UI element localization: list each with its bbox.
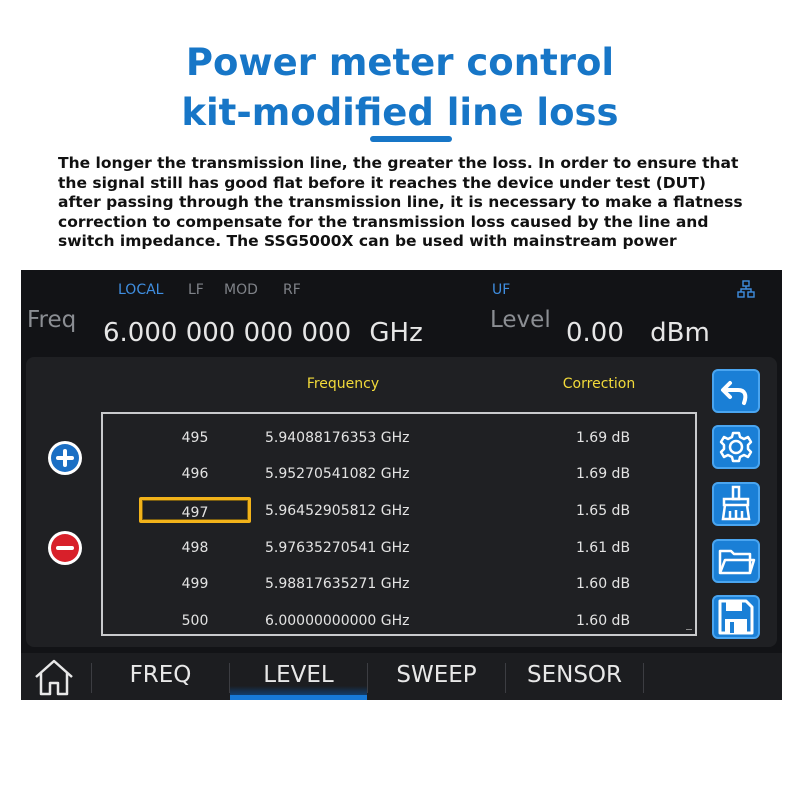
description-line: switch impedance. The SSG5000X can be used with mainstream power [58, 232, 677, 250]
table-row[interactable] [103, 604, 695, 640]
back-button[interactable] [712, 369, 760, 413]
description-line: after passing through the transmission line, it is necessary to make a flatness [58, 193, 743, 211]
level-number: 0.00 [566, 318, 624, 348]
freq-unit: GHz [369, 318, 423, 348]
status-local: LOCAL [118, 282, 164, 298]
cell-index: 498 [181, 540, 209, 556]
softkey-bar [21, 653, 782, 700]
level-unit: dBm [650, 318, 710, 348]
flatness-table [101, 412, 697, 636]
softkey-level[interactable]: LEVEL [230, 653, 367, 700]
back-icon [714, 371, 758, 411]
cell-index: 499 [181, 576, 209, 592]
broom-icon [714, 484, 758, 524]
cell-frequency: 5.94088176353 GHz [265, 430, 410, 446]
gear-icon [714, 427, 758, 467]
header-correction: Correction [562, 376, 636, 392]
cell-correction: 1.65 dB [575, 503, 631, 519]
softkey-divider [643, 663, 644, 693]
description-line: The longer the transmission line, the greater the loss. In order to ensure that [58, 154, 739, 172]
clear-button[interactable] [712, 482, 760, 526]
cell-frequency: 5.97635270541 GHz [265, 540, 410, 556]
save-icon [714, 597, 758, 637]
table-row[interactable] [103, 567, 695, 603]
description-line: the signal still has good flat before it reaches the device under test (DUT) [58, 173, 706, 192]
cell-correction: 1.61 dB [575, 540, 631, 556]
plus-icon [51, 444, 79, 472]
cell-index: 495 [181, 430, 209, 446]
header-frequency: Frequency [306, 376, 380, 392]
table-row[interactable] [103, 457, 695, 493]
status-rf: RF [283, 282, 301, 298]
softkey-sensor[interactable]: SENSOR [526, 662, 623, 688]
title-line-2: kit-modified line loss [181, 91, 619, 134]
freq-number: 6.000 000 000 000 [103, 318, 352, 348]
cell-correction: 1.60 dB [575, 613, 631, 629]
status-uf: UF [492, 282, 511, 298]
table-row[interactable] [103, 421, 695, 457]
cell-frequency: 5.98817635271 GHz [265, 576, 410, 592]
level-label: Level [490, 307, 551, 333]
cell-index-selected: 497 [139, 497, 251, 523]
page-title [0, 38, 800, 138]
cell-frequency: 5.96452905812 GHz [265, 503, 410, 519]
home-icon [31, 657, 77, 697]
cell-correction: 1.60 dB [575, 576, 631, 592]
settings-button[interactable] [712, 425, 760, 469]
freq-label: Freq [27, 307, 77, 333]
table-row-selected[interactable] [103, 494, 695, 530]
open-button[interactable] [712, 539, 760, 583]
cell-index: 496 [181, 466, 209, 482]
title-underline [370, 136, 452, 142]
table-row[interactable] [103, 531, 695, 567]
title-line-1: Power meter control [185, 41, 615, 84]
status-mod: MOD [224, 282, 258, 298]
add-point-button[interactable] [48, 441, 82, 475]
description [58, 154, 758, 252]
cell-frequency: 6.00000000000 GHz [265, 613, 410, 629]
cell-index: 500 [181, 613, 209, 629]
folder-icon [714, 541, 758, 581]
flatness-panel [26, 357, 777, 647]
softkey-sweep[interactable]: SWEEP [396, 662, 477, 688]
level-value[interactable] [566, 318, 710, 348]
cell-correction: 1.69 dB [575, 430, 631, 446]
remove-point-button[interactable] [48, 531, 82, 565]
cell-correction: 1.69 dB [575, 466, 631, 482]
scroll-indicator [686, 629, 692, 630]
network-icon [737, 280, 755, 298]
description-line: correction to compensate for the transmission loss caused by the line and [58, 212, 709, 231]
softkey-freq[interactable]: FREQ [129, 662, 192, 688]
minus-icon [51, 534, 79, 562]
instrument-screen [21, 270, 782, 700]
save-button[interactable] [712, 595, 760, 639]
status-lf: LF [188, 282, 204, 298]
home-button[interactable] [21, 653, 87, 700]
cell-frequency: 5.95270541082 GHz [265, 466, 410, 482]
freq-value[interactable] [103, 318, 423, 348]
